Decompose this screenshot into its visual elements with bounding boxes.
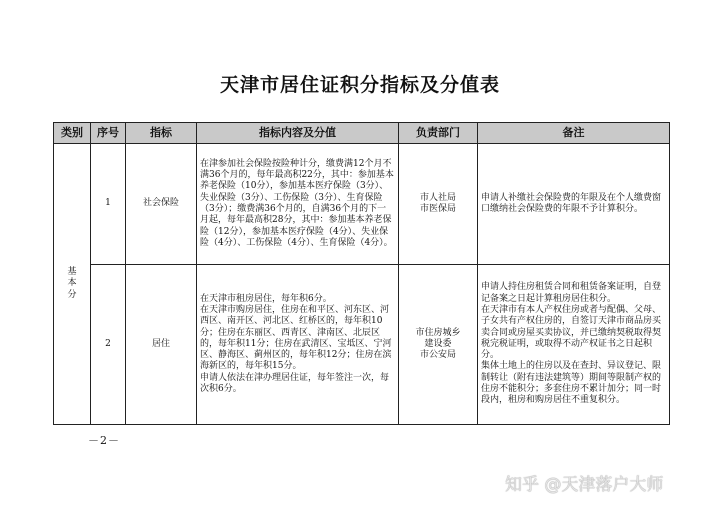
department-line: 市公安局 [419, 350, 456, 361]
row-content [197, 265, 399, 425]
row-department [399, 144, 478, 265]
row-indicator: 社会保险 [126, 144, 197, 265]
category-label: 基本分 [67, 267, 77, 300]
notes-paragraph: 集体土地上的住房以及在查封、异议登记、限制转让（附有违法建筑等）期间等限制产权的住房不能积分；多套住房不累计加分；同一时段内，租房和购房居住不重复积分。 [481, 361, 662, 406]
department-line: 市住房城乡 [415, 327, 461, 338]
header-department: 负责部门 [399, 123, 478, 144]
notes-paragraph: 在天津市有本人产权住房或者与配偶、父母、子女共有产权住房的，自签订天津市商品房买卖合同或房屋买卖协议，并已缴纳契税取得契税完税证明，或取得不动产权证书之日起积分。 [481, 304, 662, 361]
department-line: 建设委 [424, 338, 452, 349]
content-paragraph: 在天津市租房居住，每年积6分。 [200, 293, 332, 304]
header-indicator: 指标 [126, 123, 197, 144]
row-department [399, 265, 478, 425]
row-notes [478, 144, 670, 265]
page-number: －2－ [88, 434, 120, 447]
category-cell [54, 144, 91, 425]
row-indicator: 居住 [126, 265, 197, 425]
row-content [197, 144, 399, 265]
table-row-residence [54, 265, 670, 425]
table-header-row [54, 123, 670, 144]
content-paragraph: 在津参加社会保险按险种计分，缴费满12个月不满36个月的，每年最高积22分，其中：参加基本养老保险（10分），参加基本医疗保险（3分）、失业保险（3分）、工伤保险（3分）、生育保险（3分）；缴费满36个月的，自满36个月的下一月起，每年最高积28分，其中：参加基本养老保险（12分），参加基本医疗保险（4分）、失业保险（4分）、工伤保险（4分）、生育保险（4分）。 [200, 158, 394, 248]
department-line: 市人社局 [419, 192, 456, 203]
content-paragraph: 申请人依法在津办理居住证，每年签注一次，每次积6分。 [200, 372, 390, 395]
header-content: 指标内容及分值 [197, 123, 399, 144]
score-table [53, 122, 670, 425]
row-seq: 2 [91, 265, 126, 425]
row-notes [478, 265, 670, 425]
notes-paragraph: 申请人补缴社会保险费的年限及在个人缴费窗口缴纳社会保险费的年限不予计算积分。 [481, 192, 662, 214]
watermark: 知乎 @天津落户大师 [505, 475, 664, 495]
table-row-social-insurance [54, 144, 670, 265]
row-seq: 1 [91, 144, 126, 265]
content-paragraph: 在天津市购房居住，住房在和平区、河东区、河西区、南开区、河北区、红桥区的，每年积10分；住房在东丽区、西青区、津南区、北辰区的，每年积11分；住房在武清区、宝坻区、宁河区、静海区、蓟州区的，每年积12分；住房在滨海新区的，每年积15分。 [200, 304, 392, 372]
department-line: 市医保局 [419, 204, 456, 214]
header-notes: 备注 [478, 123, 670, 144]
notes-paragraph: 申请人持住房租赁合同和租赁备案证明，自登记备案之日起计算租房居住积分。 [481, 282, 662, 304]
header-category: 类别 [54, 123, 91, 144]
header-seq: 序号 [91, 123, 126, 144]
document-title: 天津市居住证积分指标及分值表 [219, 74, 500, 96]
